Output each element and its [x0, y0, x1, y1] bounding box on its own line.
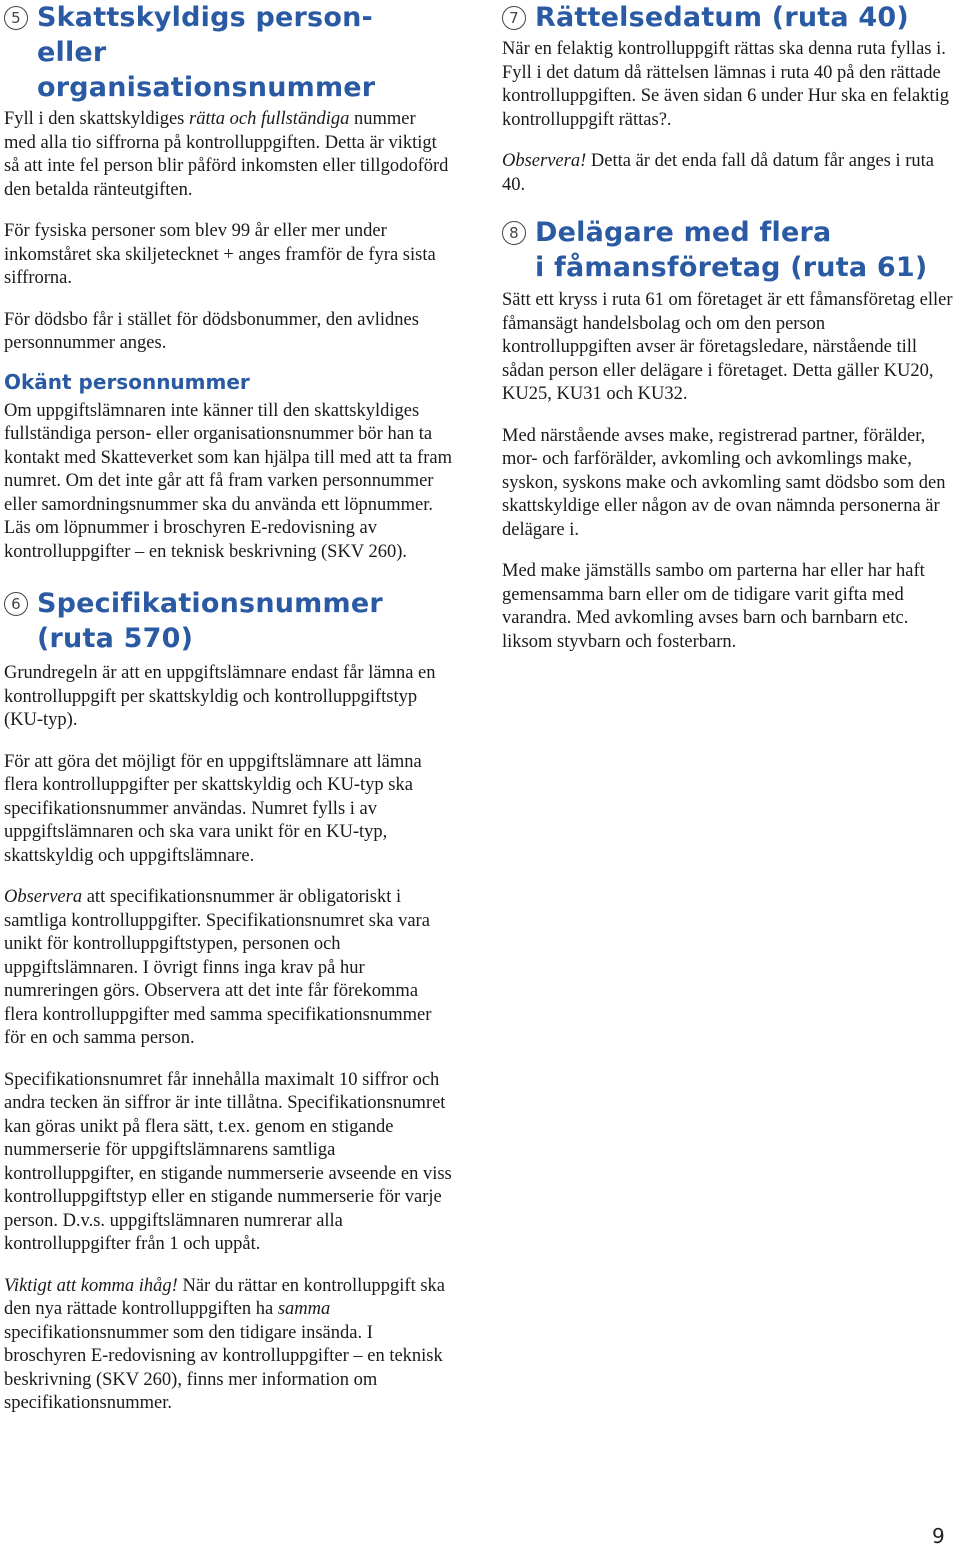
heading-section-5: 5 Skattskyldigs person- eller organisationsnummer: [4, 0, 452, 105]
paragraph-s8-3: Med make jämställs sambo om parterna har eller har haft gemensamma barn eller om de tidigare varit gifta med varandra. Med avkomling avses barn och barnbarn etc. liksom styvbarn och fosterbarn.: [502, 561, 925, 652]
section-number-badge: 8: [502, 221, 526, 245]
paragraph-s6-5: Viktigt att komma ihåg! När du rättar en kontrolluppgift ska den nya rättade kontrolluppgiften ha samma specifikationsnummer som den tidigare insända. I broschyren E-redovisning av kontrolluppgifter – en teknisk beskrivning (SKV 260), finns mer information om specifikationsnummer.: [4, 1275, 445, 1413]
heading-section-7: 7 Rättelsedatum (ruta 40): [502, 0, 954, 35]
left-column: [4, 0, 452, 1416]
paragraph-s7-1: När en felaktig kontrolluppgift rättas ska denna ruta fyllas i. Fyll i det datum då rättelsen lämnas i ruta 40 på den rättade kontrolluppgiften. Se även sidan 6 under Hur ska en felaktig kontrolluppgift rättas?.: [502, 39, 949, 130]
paragraph-s8-1: Sätt ett kryss i ruta 61 om företaget är ett fåmansföretag eller fåmansägt handelsbolag och om den person kontrolluppgiften avser är företagsledare, närstående till sådan person eller delägare i företaget. Detta gäller KU20, KU25, KU31 och KU32.: [502, 290, 953, 404]
paragraph-s5-3: För dödsbo får i stället för dödsbonummer, den avlidnes personnummer anges.: [4, 309, 419, 353]
section-number-badge: 5: [4, 6, 28, 30]
paragraph-s6-2: För att göra det möjligt för en uppgiftslämnare att lämna flera kontrolluppgifter per skattskyldig och KU-typ ska specifikationsnummer användas. Numret fylls i av uppgiftslämnaren och ska vara unikt för en KU-typ, skattskyldig och uppgiftslämnare.: [4, 751, 422, 866]
paragraph-s5-1: Fyll i den skattskyldiges rätta och fullständiga nummer med alla tio siffrorna på kontrolluppgiften. Detta är viktigt så att inte fel person blir påförd inkomsten eller tillgodoförd den betalda ränteutgiften.: [4, 109, 449, 200]
right-column: [502, 0, 954, 654]
paragraph-s6-3: Observera att specifikationsnummer är obligatoriskt i samtliga kontrolluppgifter. Specifikationsnumret ska vara unikt för kontrolluppgiftstypen, personen och uppgiftslämnaren. I övrigt finns inga krav på hur numreringen görs. Observera att det inte får förekomma flera kontrolluppgifter med samma specifikationsnummer för en och samma person.: [4, 887, 432, 1048]
paragraph-s8-2: Med närstående avses make, registrerad partner, förälder, mor- och farförälder, avkomling och avkomlings make, syskon, syskons make och avkomling samt dödsbo som den skattskyldige eller någon av de ovan nämnda personerna är delägare i.: [502, 425, 946, 540]
paragraph-s5-2: För fysiska personer som blev 99 år eller mer under inkomståret ska skiljetecknet + anges framför de fyra sista siffrorna.: [4, 221, 436, 288]
section-number-badge: 6: [4, 592, 28, 616]
heading-section-6: 6 Specifikationsnummer (ruta 570): [4, 586, 452, 656]
page-number: 9: [932, 1524, 945, 1548]
paragraph-s7-2: Observera! Detta är det enda fall då datum får anges i ruta 40.: [502, 151, 935, 195]
paragraph-s6-1: Grundregeln är att en uppgiftslämnare endast får lämna en kontrolluppgift per skattskyldig och kontrolluppgiftstyp (KU-typ).: [4, 663, 436, 730]
paragraph-s5-4: Om uppgiftslämnaren inte känner till den skattskyldiges fullständiga person- eller organisationsnummer bör han ta kontakt med Skatteverket som kan hjälpa till med att ta fram numret. Om det inte går att få fram varken personnummer eller samordningsnummer ska du använda ett löpnummer. Läs om löpnummer i broschyren E-redovisning av kontrolluppgifter – en teknisk beskrivning (SKV 260).: [4, 400, 452, 562]
section-number-badge: 7: [502, 6, 526, 30]
paragraph-s6-4: Specifikationsnumret får innehålla maximalt 10 siffror och andra tecken än siffror är inte tillåtna. Specifikationsnumret kan göras unikt på flera sätt, t.ex. genom en stigande nummerserie för uppgiftslämnarens samtliga kontrolluppgifter, en stigande nummerserie avseende en viss kontrolluppgiftstyp eller en stigande nummerserie för varje person. D.v.s. uppgiftslämnaren numrerar alla kontrolluppgifter från 1 och uppåt.: [4, 1069, 452, 1254]
heading-section-8: 8 Delägare med flera i fåmansföretag (ruta 61): [502, 215, 954, 285]
subheading-okant-personnummer: Okänt personnummer: [4, 369, 250, 394]
